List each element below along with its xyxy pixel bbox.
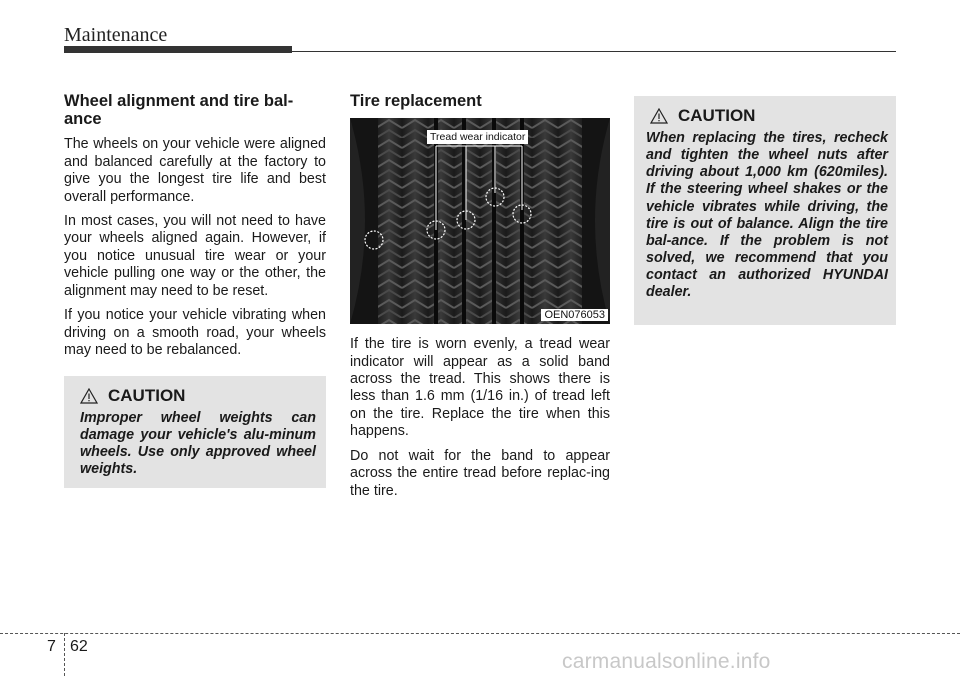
tire-tread-image	[350, 118, 610, 324]
paragraph: The wheels on your vehicle were aligned and balanced carefully at the factory to give you the longest tire life and best overall performance.	[64, 136, 326, 205]
caution-box-tire-replacement	[634, 96, 896, 325]
figure-code: OEN076053	[541, 309, 608, 321]
footer-divider	[0, 633, 960, 634]
warning-triangle-icon	[650, 108, 668, 124]
caution-header	[80, 386, 316, 406]
tire-tread-figure	[350, 118, 610, 324]
caution-box-wheel-weights	[64, 376, 326, 488]
watermark: carmanualsonline.info	[562, 650, 771, 673]
section-heading-wheel-alignment: Wheel alignment and tire bal- ance	[64, 92, 294, 129]
caution-title: CAUTION	[108, 386, 186, 405]
caution-text: Improper wheel weights can damage your vehicle's alu-minum wheels. Use only approved wheel weights.	[80, 410, 316, 478]
caution-title: CAUTION	[678, 106, 756, 125]
caution-header	[646, 106, 888, 126]
page-number: 62	[70, 638, 88, 655]
paragraph: In most cases, you will not need to have your wheels aligned again. However, if you notice unusual tire wear or your vehicle pulling one way or the other, the alignment may need to be reset.	[64, 213, 326, 299]
paragraph: Do not wait for the band to appear across the entire tread before replac-ing the tire.	[350, 447, 610, 499]
header-title: Maintenance	[64, 24, 168, 46]
section-heading-tire-replacement: Tire replacement	[350, 92, 482, 110]
header-rule-thin	[292, 51, 896, 52]
footer-vertical-divider	[64, 633, 65, 676]
middle-column	[350, 92, 610, 507]
paragraph: If you notice your vehicle vibrating when driving on a smooth road, your wheels may need to be rebalanced.	[64, 307, 326, 359]
warning-triangle-icon	[80, 388, 98, 404]
caution-text: When replacing the tires, recheck and tighten the wheel nuts after driving about 1,000 km (620miles). If the steering wheel shakes or the vehicle vibrates while driving, the tire is out of balance. Align the tire bal-ance. If the problem is not solved, we recommend that you contact an authorized HYUNDAI dealer.	[646, 130, 888, 301]
left-column	[64, 92, 326, 367]
header-rule-thick	[64, 46, 292, 53]
paragraph: If the tire is worn evenly, a tread wear indicator will appear as a solid band across the tread. This shows there is less than 1.6 mm (1/16 in.) of tread left on the tire. Replace the tire when this happens.	[350, 336, 610, 440]
chapter-number: 7	[47, 638, 56, 655]
figure-label-tread-wear-indicator: Tread wear indicator	[427, 130, 528, 144]
